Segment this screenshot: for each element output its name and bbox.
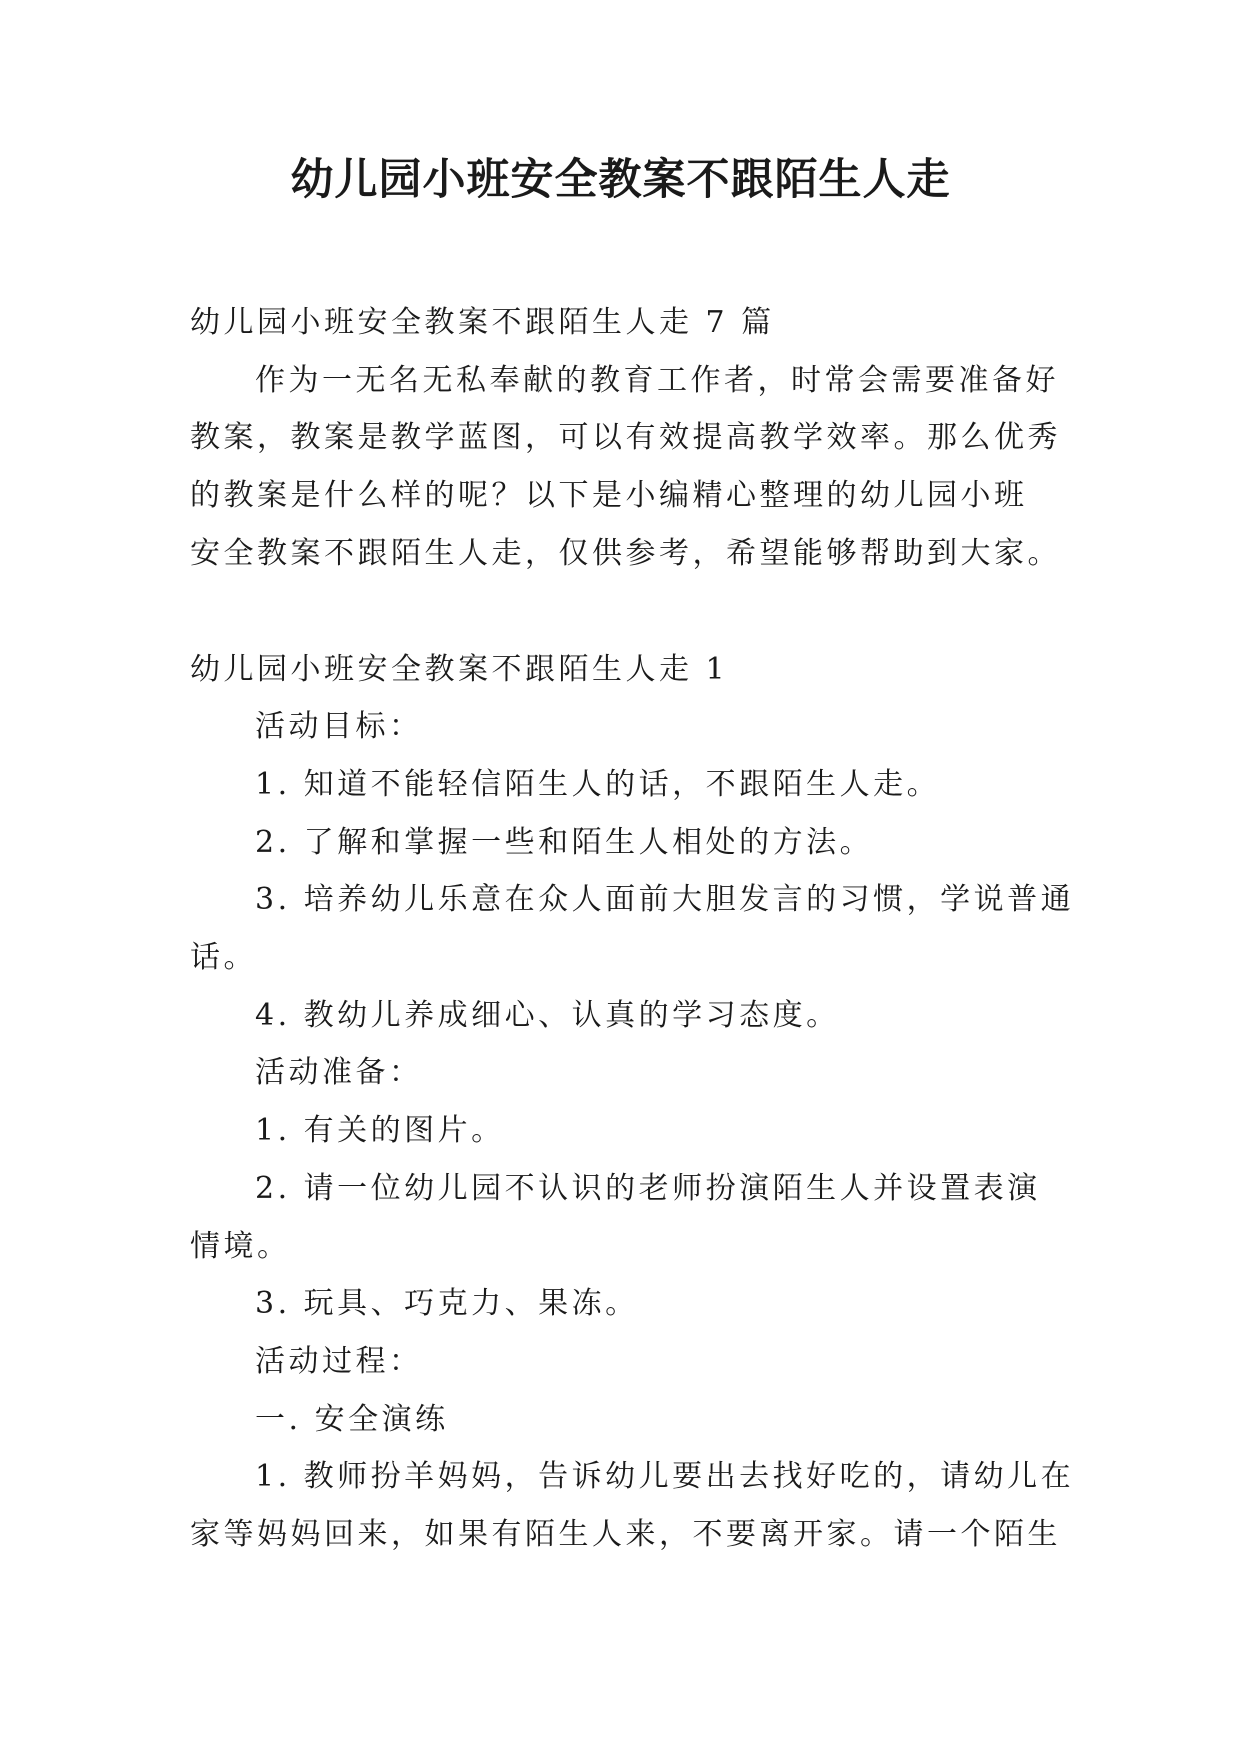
process-step-heading: 一. 安全演练 <box>255 1401 449 1437</box>
objective-item: 4. 教幼儿养成细心、认真的学习态度。 <box>255 997 840 1033</box>
intro-paragraph-line: 作为一无名无私奉献的教育工作者，时常会需要准备好 <box>255 362 1059 398</box>
paragraph-gap <box>190 583 1070 641</box>
preparation-item: 3. 玩具、巧克力、果冻。 <box>255 1286 639 1322</box>
document-body <box>190 294 1075 1564</box>
document-title: 幼儿园小班安全教案不跟陌生人走 <box>290 155 951 205</box>
objective-item: 1. 知道不能轻信陌生人的话，不跟陌生人走。 <box>255 766 941 802</box>
subheading-preparation: 活动准备： <box>255 1055 423 1091</box>
objective-item: 2. 了解和掌握一些和陌生人相处的方法。 <box>255 824 874 860</box>
objective-item-continuation: 话。 <box>190 940 257 976</box>
subtitle-line: 幼儿园小班安全教案不跟陌生人走 7 篇 <box>190 305 775 340</box>
process-item: 1. 教师扮羊妈妈，告诉幼儿要出去找好吃的，请幼儿在 <box>255 1459 1075 1495</box>
intro-paragraph-line: 教案，教案是教学蓝图，可以有效提高教学效率。那么优秀 <box>190 420 1061 456</box>
intro-paragraph-line: 安全教案不跟陌生人走，仅供参考，希望能够帮助到大家。 <box>190 535 1061 571</box>
subheading-objectives: 活动目标： <box>255 709 423 745</box>
section-heading: 幼儿园小班安全教案不跟陌生人走 1 <box>190 651 729 687</box>
subheading-process: 活动过程： <box>255 1343 423 1379</box>
preparation-item: 1. 有关的图片。 <box>255 1113 505 1149</box>
intro-paragraph-line: 的教案是什么样的呢？以下是小编精心整理的幼儿园小班 <box>190 478 1028 514</box>
preparation-item: 2. 请一位幼儿园不认识的老师扮演陌生人并设置表演 <box>255 1170 1041 1206</box>
process-item-continuation: 家等妈妈回来，如果有陌生人来，不要离开家。请一个陌生 <box>190 1517 1061 1553</box>
preparation-item-continuation: 情境。 <box>190 1228 291 1264</box>
objective-item: 3. 培养幼儿乐意在众人面前大胆发言的习惯，学说普通 <box>255 882 1075 918</box>
